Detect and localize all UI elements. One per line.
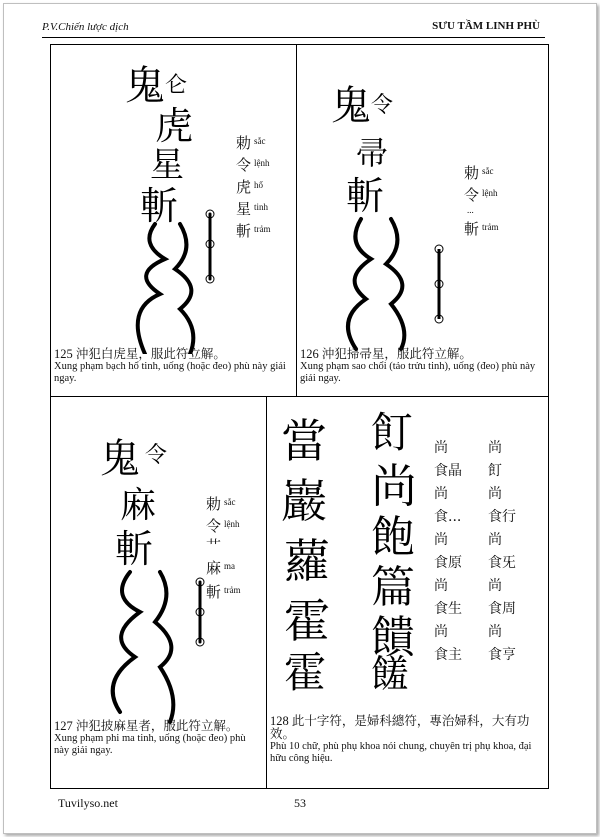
seal-label: 食生 (434, 601, 462, 617)
gloss-row: 勅 $^{sắc}$ (206, 495, 236, 513)
seal-label: 尚 (488, 486, 502, 502)
seal-label: 食原 (434, 555, 462, 571)
gloss-row: ... (467, 205, 474, 215)
gloss-row: 令 $^{lệnh}$ (206, 517, 240, 535)
caption-125 (54, 348, 292, 384)
svg-text:斬: 斬 (115, 527, 154, 571)
header-rule (42, 37, 545, 38)
gloss-row: 令 $^{lệnh}$ (236, 156, 270, 174)
caption-description: Xung phạm bạch hổ tinh, uống (hoặc đeo) phù này giải ngay. (54, 361, 286, 384)
svg-text:麻: 麻 (120, 485, 157, 526)
seal-label: 食... (434, 509, 462, 525)
caption-title: 127 沖犯披麻星者，服此符立解。 (54, 719, 239, 733)
talisman-cell-126 (296, 44, 549, 396)
caption-128 (270, 715, 546, 764)
gloss-row: 勅 $^{sắc}$ (464, 164, 494, 182)
caption-title: 126 沖犯掃帚星，服此符立解。 (300, 347, 472, 361)
seal-label: 食晶 (434, 463, 462, 479)
svg-text:蘿: 蘿 (284, 534, 330, 588)
caption-title: 125 沖犯白虎星，服此符立解。 (54, 347, 226, 361)
caption-126 (300, 348, 545, 384)
seal-label: 食主 (434, 647, 462, 663)
caption-description: Xung phạm phi ma tinh, uống (hoặc đeo) phù này giải ngay. (54, 733, 246, 756)
svg-text:鬼: 鬼 (331, 83, 371, 129)
seal-label: 尚 (488, 578, 502, 594)
svg-text:饈: 饈 (371, 652, 410, 692)
gloss-row: 星 $^{tinh}$ (236, 200, 269, 218)
svg-text:篇: 篇 (371, 562, 415, 613)
gloss-row: 斬 $^{trảm}$ (464, 220, 499, 238)
gloss-row: 艹 (206, 537, 222, 555)
gloss-row: 斬 $^{trảm}$ (236, 222, 271, 240)
seal-label: 尚 (434, 532, 448, 548)
svg-text:飣: 飣 (371, 408, 414, 457)
talisman-figure-128 (276, 402, 436, 692)
svg-text:霍: 霍 (284, 594, 330, 648)
svg-text:令: 令 (145, 443, 168, 468)
svg-text:饋: 饋 (371, 612, 415, 663)
svg-text:斬: 斬 (140, 184, 179, 228)
seal-label: 尚 (434, 486, 448, 502)
gloss-row: 令 $^{lệnh}$ (464, 186, 498, 204)
svg-text:巖: 巖 (281, 474, 327, 528)
caption-127 (54, 720, 262, 756)
header-author: P.V.Chiến lược dịch (42, 21, 129, 33)
seal-label: 尚 (434, 440, 448, 456)
seal-label: 食行 (488, 509, 516, 525)
svg-text:霍: 霍 (284, 648, 327, 692)
talisman-cell-127 (50, 397, 266, 789)
seal-label: 食周 (488, 601, 516, 617)
seal-label: 尚 (434, 624, 448, 640)
seal-label: 食亨 (488, 647, 516, 663)
svg-text:令: 令 (371, 93, 394, 118)
svg-text:尚: 尚 (371, 459, 417, 513)
seal-label: 飣 (488, 463, 502, 479)
caption-title: 128 此十字符，是婦科總符，專治婦科，大有功效。 (270, 714, 530, 741)
svg-text:虎: 虎 (155, 104, 194, 148)
talisman-cell-125 (50, 44, 296, 396)
seal-label: 食旡 (488, 555, 516, 571)
svg-text:鬼: 鬼 (100, 436, 140, 482)
svg-text:飽: 飽 (371, 512, 415, 563)
talisman-beads-126 (424, 244, 454, 324)
svg-text:帚: 帚 (356, 134, 389, 172)
seal-label: 尚 (434, 578, 448, 594)
header-title: SƯU TẦM LINH PHÙ (432, 20, 540, 32)
gloss-row: 麻 $^{ma}$ (206, 559, 236, 577)
gloss-row: 斬 $^{trảm}$ (206, 583, 241, 601)
svg-text:當: 當 (281, 414, 327, 468)
seal-label: 尚 (488, 532, 502, 548)
seal-label: 尚 (488, 624, 502, 640)
gloss-row: 虎 $^{hổ}$ (236, 178, 264, 196)
caption-description: Xung phạm sao chổi (tảo trửu tinh), uống (đeo) phù này giải ngay. (300, 361, 536, 384)
svg-text:斬: 斬 (346, 174, 385, 218)
svg-text:鬼: 鬼 (125, 63, 165, 109)
svg-text:仑: 仑 (165, 73, 188, 98)
caption-description: Phù 10 chữ, phù phụ khoa nói chung, chuyên trị phụ khoa, đại hữu công hiệu. (270, 741, 532, 764)
footer-site: Tuvilyso.net (58, 796, 118, 810)
talisman-cell-128 (266, 397, 549, 789)
page-number: 53 (294, 796, 306, 810)
seal-label: 尚 (488, 440, 502, 456)
svg-text:星: 星 (150, 145, 184, 185)
gloss-row: 勅 $^{sắc}$ (236, 134, 266, 152)
